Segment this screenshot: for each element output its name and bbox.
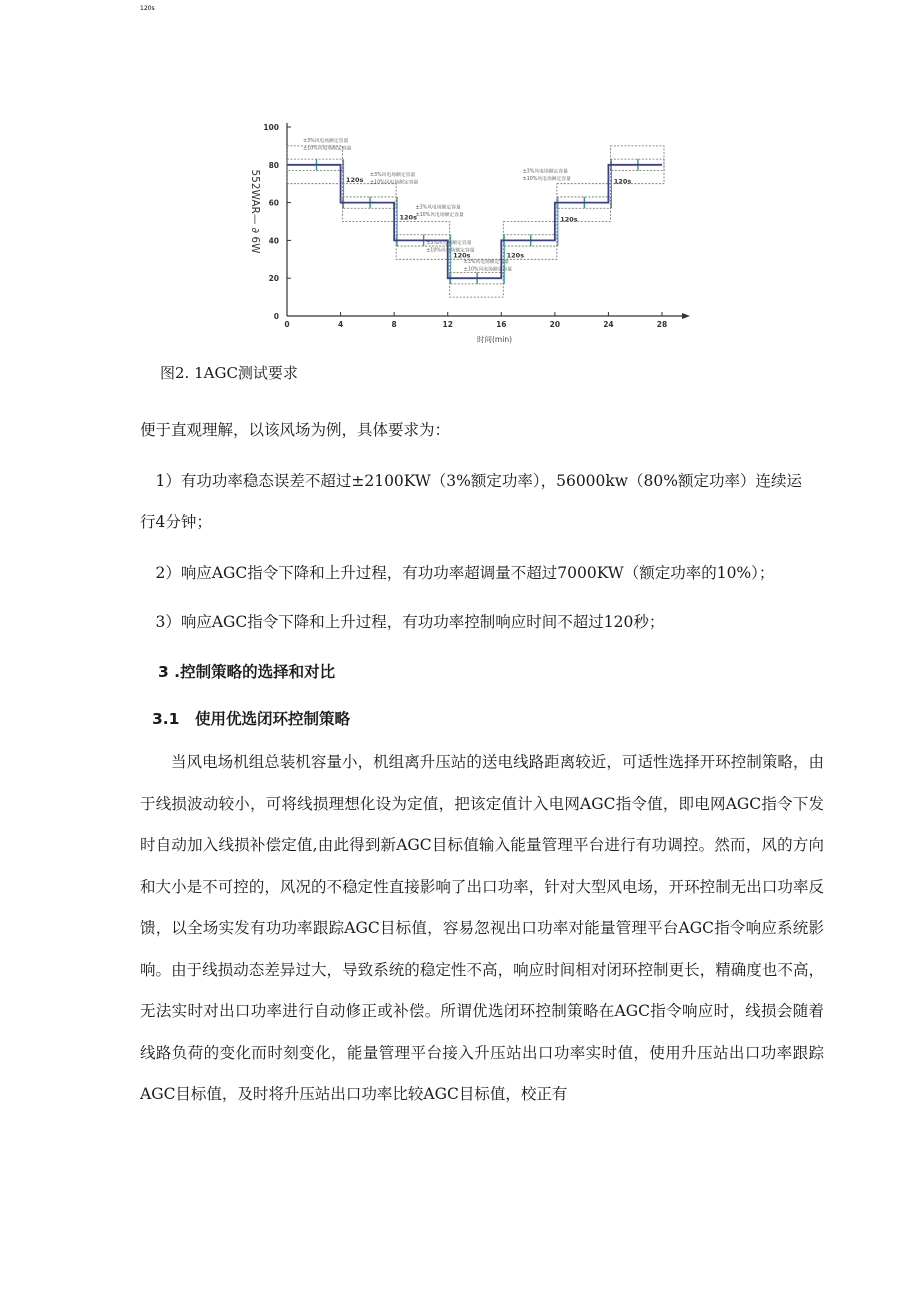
y-tick-label: 40 bbox=[268, 236, 279, 246]
time-label: 120s bbox=[560, 215, 578, 224]
band-label: ±10%风电场额定容量 bbox=[426, 248, 475, 254]
requirement-3: 3）响应AGC指令下降和上升过程，有功功率控制响应时间不超过120秒； bbox=[155, 613, 665, 631]
time-label: 120s bbox=[399, 213, 417, 222]
figure-caption: 图2. 1AGC测试要求 bbox=[160, 364, 298, 382]
y-tick-label: 20 bbox=[268, 274, 279, 284]
x-tick-label: 28 bbox=[656, 320, 668, 329]
y-tick-label: 80 bbox=[268, 160, 279, 170]
chart-axes bbox=[249, 123, 690, 344]
section-3-heading: 3 .控制策略的选择和对比 bbox=[158, 663, 336, 681]
y-tick-label: 60 bbox=[268, 198, 279, 208]
y-axis-label: 552WAR— ∂ 6W bbox=[249, 169, 261, 254]
time-label: 120s bbox=[345, 175, 364, 184]
x-tick-label: 0 bbox=[284, 320, 290, 329]
band-label: ±3%风电场额定容量 bbox=[522, 169, 568, 175]
x-axis-label: 时间(min) bbox=[477, 335, 512, 344]
band-label: ±3%风电场额定容量 bbox=[426, 241, 472, 247]
requirement-1-line-1: 1）有功功率稳态误差不超过±2100KW（3%额定功率），56000kw（80%额定功率）连续运 bbox=[155, 472, 803, 490]
x-tick-label: 24 bbox=[603, 320, 614, 329]
band-label: ±10%风电场额定容量 bbox=[522, 176, 571, 182]
body-paragraph: 当风电场机组总装机容量小，机组离升压站的送电线路距离较近，可适性选择开环控制策略，由于线损波动较小，可将线损理想化设为定值，把该定值计入电网AGC指令值，即电网AGC指令下发时自动加入线损补偿定值,由此得到新AGC目标值输入能量管理平台进行有功调控。然而，风的方向和大小是不可控的，风况的不稳定性直接影响了出口功率，针对大型风电场，开环控制无出口功率反馈，以全场实发有功功率跟踪AGC目标值，容易忽视出口功率对能量管理平台AGC指令响应系统影响。由于线损动态差异过大，导致系统的稳定性不高，响应时间相对闭环控制更长，精确度也不高，无法实时对出口功率进行自动修正或补偿。所谓优选闭环控制策略在AGC指令响应时，线损会随着线路负荷的变化而时刻变化，能量管理平台接入升压站出口功率实时值，使用升压站出口功率跟踪AGC目标值，及时将升压站出口功率比较AGC目标值，校正有 bbox=[140, 753, 824, 1103]
band-label: ±3%风电场额定容量 bbox=[463, 260, 510, 266]
x-tick-label: 12 bbox=[442, 320, 453, 329]
agc-test-chart bbox=[140, 5, 700, 350]
x-tick-label: 4 bbox=[337, 320, 344, 329]
x-tick-label: 8 bbox=[391, 320, 397, 329]
x-tick-label: 16 bbox=[496, 320, 507, 329]
band-label: ±10%风电场额定容量 bbox=[463, 267, 513, 273]
band-label: ±3%风电场额定容量 bbox=[370, 173, 416, 179]
y-tick-label: 0 bbox=[273, 312, 279, 321]
band-label: ±3%风电场额定容量 bbox=[303, 139, 349, 145]
time-label: 120s bbox=[613, 177, 632, 186]
band-label: ±3%风电场额定容量 bbox=[415, 205, 461, 211]
requirement-1-line-2: 行4分钟； bbox=[140, 513, 212, 531]
section-3-1-heading: 3.1 使用优选闭环控制策略 bbox=[152, 710, 350, 728]
time-label: 120s bbox=[453, 251, 471, 260]
time-label: 120s bbox=[140, 5, 155, 12]
intro-text: 便于直观理解，以该风场为例，具体要求为： bbox=[140, 421, 451, 439]
band-label: ±10%风电场额定容量 bbox=[303, 146, 352, 152]
y-tick-label: 100 bbox=[263, 123, 279, 132]
time-label: 120s bbox=[506, 251, 525, 260]
requirement-2: 2）响应AGC指令下降和上升过程，有功功率超调量不超过7000KW（额定功率的10%）； bbox=[155, 564, 775, 582]
band-label: ±10%风电场额定容量 bbox=[370, 180, 419, 186]
x-axis-arrow bbox=[682, 313, 690, 319]
band-label: ±10%风电场额定容量 bbox=[415, 212, 464, 218]
x-tick-label: 20 bbox=[549, 320, 561, 329]
